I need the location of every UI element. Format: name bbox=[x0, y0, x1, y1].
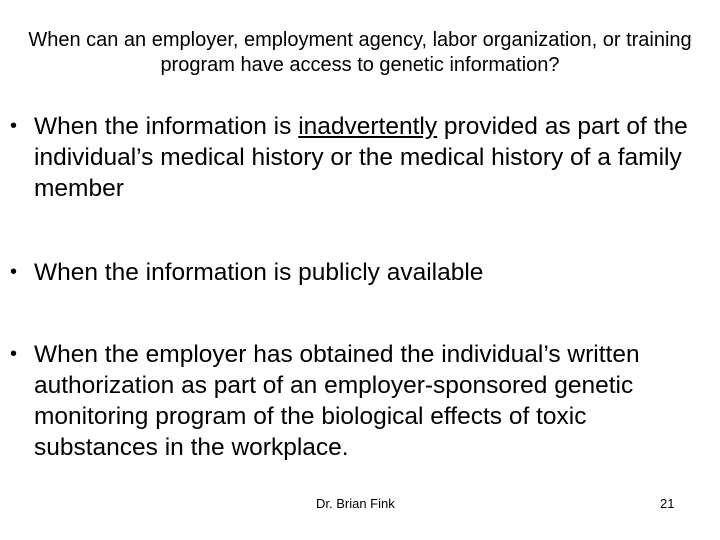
underlined-emphasis: inadvertently bbox=[298, 113, 438, 140]
bullet-text: When the employer has obtained the individual’s written authorization as part of an employer-sponsored genetic monitoring program of the biological effects of toxic substances in the workplace. bbox=[34, 341, 640, 461]
bullet-item-inadvertent bbox=[10, 111, 716, 204]
footer-author: Dr. Brian Fink bbox=[316, 496, 395, 511]
bullet-item-authorization bbox=[10, 339, 716, 463]
bullet-text-after: provided as part of the individual’s medical history or the medical history of a family member bbox=[34, 113, 688, 202]
bullet-item-public bbox=[10, 257, 716, 288]
bullet-text bbox=[34, 111, 716, 204]
bullet-text-before: When the information is bbox=[34, 113, 299, 140]
bullet-marker: • bbox=[10, 343, 18, 365]
slide-number: 21 bbox=[660, 496, 675, 511]
bullet-marker: • bbox=[10, 115, 18, 137]
slide-title: When can an employer, employment agency, labor organization, or training program have access to genetic information? bbox=[28, 29, 692, 76]
bullet-text: When the information is publicly available bbox=[34, 259, 484, 286]
bullet-marker: • bbox=[10, 261, 18, 283]
